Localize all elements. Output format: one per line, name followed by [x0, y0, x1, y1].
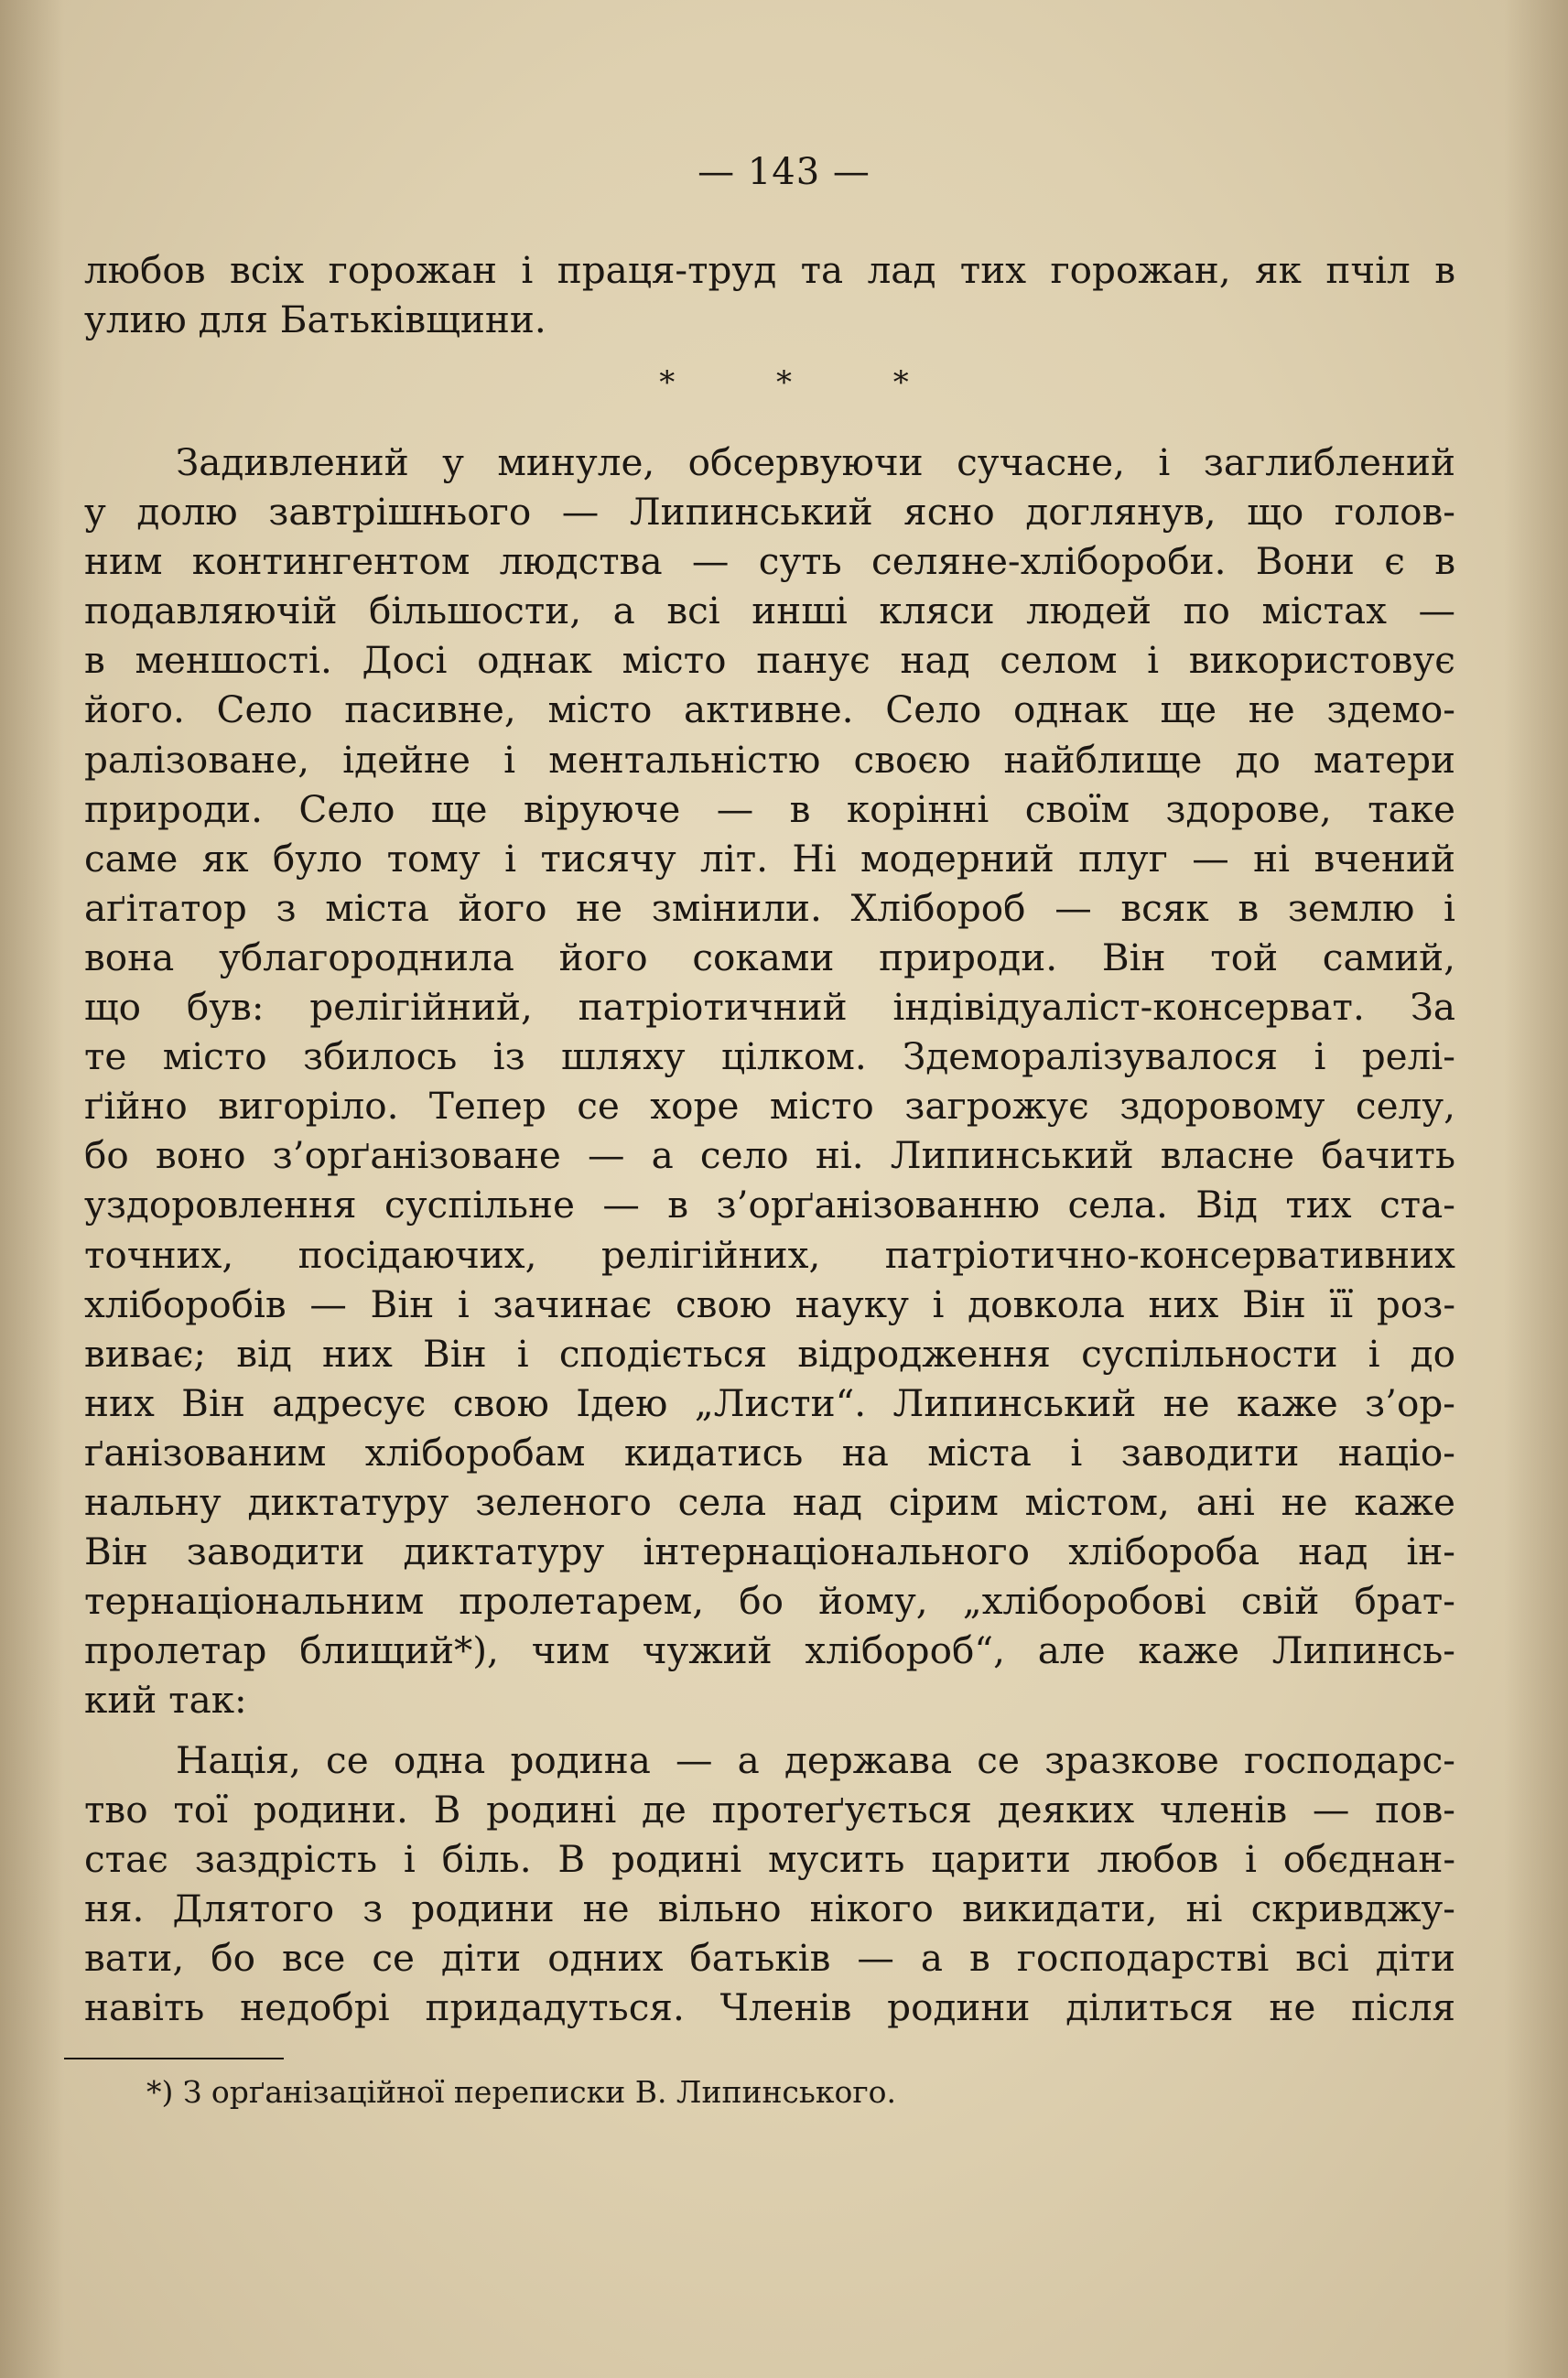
text-line: них Він адресує свою Ідею „Листи“. Липинський не каже з’ор-: [84, 1380, 1455, 1425]
text-line: аґітатор з міста його не змінили. Хлібороб — всяк в землю і: [84, 885, 1455, 930]
page-edge-shadow-left: [0, 0, 64, 2378]
footnote: *) З орґанізаційної переписки В. Липинського.: [146, 2074, 897, 2110]
paragraph-second: [84, 1735, 1455, 2033]
text-line: у долю завтрішнього — Липинський ясно доглянув, що голов-: [84, 490, 1455, 535]
footnote-divider: [64, 2058, 284, 2059]
text-line: любов всіх горожан і праця-труд та лад тих горожан, як пчіл в: [84, 248, 1455, 292]
page-number: — 143 —: [697, 151, 871, 193]
text-line: вати, бо все се діти одних батьків — а в господарстві всі діти: [84, 1936, 1455, 1981]
page-edge-shadow-right: [1504, 0, 1568, 2378]
text-line: ня. Длятого з родини не вільно нікого викидати, ні скривджу-: [84, 1886, 1455, 1931]
text-line: подавляючій більшости, а всі инші кляси людей по містах —: [84, 589, 1455, 633]
text-line: уздоровлення суспільне — в з’орґанізованню села. Від тих ста-: [84, 1183, 1455, 1227]
text-line: кий так:: [84, 1678, 247, 1723]
text-line: ралізоване, ідейне і ментальністю своєю найблище до матери: [84, 737, 1455, 782]
text-line: навіть недобрі придадуться. Членів родини ділиться не після: [84, 1985, 1455, 2030]
text-line: саме як було тому і тисячу літ. Ні модерний плуг — ні вчений: [84, 836, 1455, 881]
text-line: точних, посідаючих, релігійних, патріотично-консервативних: [84, 1232, 1455, 1277]
text-line: його. Село пасивне, місто активне. Село однак ще не здемо-: [84, 687, 1455, 732]
text-line: тернаціональним пролетарем, бо йому, „хліборобові свій брат-: [84, 1579, 1455, 1624]
text-line: що був: релігійний, патріотичний індівідуаліст-консерват. За: [84, 985, 1455, 1030]
text-line: стає заздрість і біль. В родині мусить царити любов і обєднан-: [84, 1837, 1455, 1882]
text-line: пролетар блищий*), чим чужий хлібороб“, але каже Липинсь-: [84, 1628, 1455, 1673]
text-line: хліборобів — Він і зачинає свою науку і довкола них Він її роз-: [84, 1281, 1455, 1326]
paragraph-main: [84, 438, 1455, 1724]
text-line: тво тої родини. В родині де протеґується деяких членів — пов-: [84, 1788, 1455, 1832]
text-line: ґійно вигоріло. Тепер се хоре місто загрожує здоровому селу,: [84, 1084, 1455, 1129]
text-line: улию для Батьківщини.: [84, 297, 546, 342]
text-line: природи. Село ще віруюче — в корінні своїм здорове, таке: [84, 786, 1455, 831]
text-line: Задивлений у минуле, обсервуючи сучасне, і заглиблений: [176, 440, 1455, 484]
text-line: ґанізованим хліборобам кидатись на міста і заводити націо-: [84, 1430, 1455, 1475]
text-line: Він заводити диктатуру інтернаціонального хлібороба над ін-: [84, 1529, 1455, 1574]
text-line: вона ублагороднила його соками природи. Він той самий,: [84, 935, 1455, 979]
text-line: ним контингентом людства — суть селяне-хлібороби. Вони є в: [84, 539, 1455, 584]
section-separator: * * *: [659, 364, 909, 401]
section-top-text: [84, 245, 1455, 344]
text-line: бо воно з’орґанізоване — а село ні. Липинський власне бачить: [84, 1133, 1455, 1178]
text-line: виває; від них Він і сподіється відродження суспільности і до: [84, 1331, 1455, 1376]
text-line: Нація, се одна родина — а держава се зразкове господарс-: [176, 1738, 1455, 1782]
text-line: те місто збилось із шляху цілком. Здеморалізувалося і релі-: [84, 1034, 1455, 1079]
text-line: в меншості. Досі однак місто панує над селом і використовує: [84, 638, 1455, 683]
text-line: нальну диктатуру зеленого села над сірим містом, ані не каже: [84, 1479, 1455, 1524]
